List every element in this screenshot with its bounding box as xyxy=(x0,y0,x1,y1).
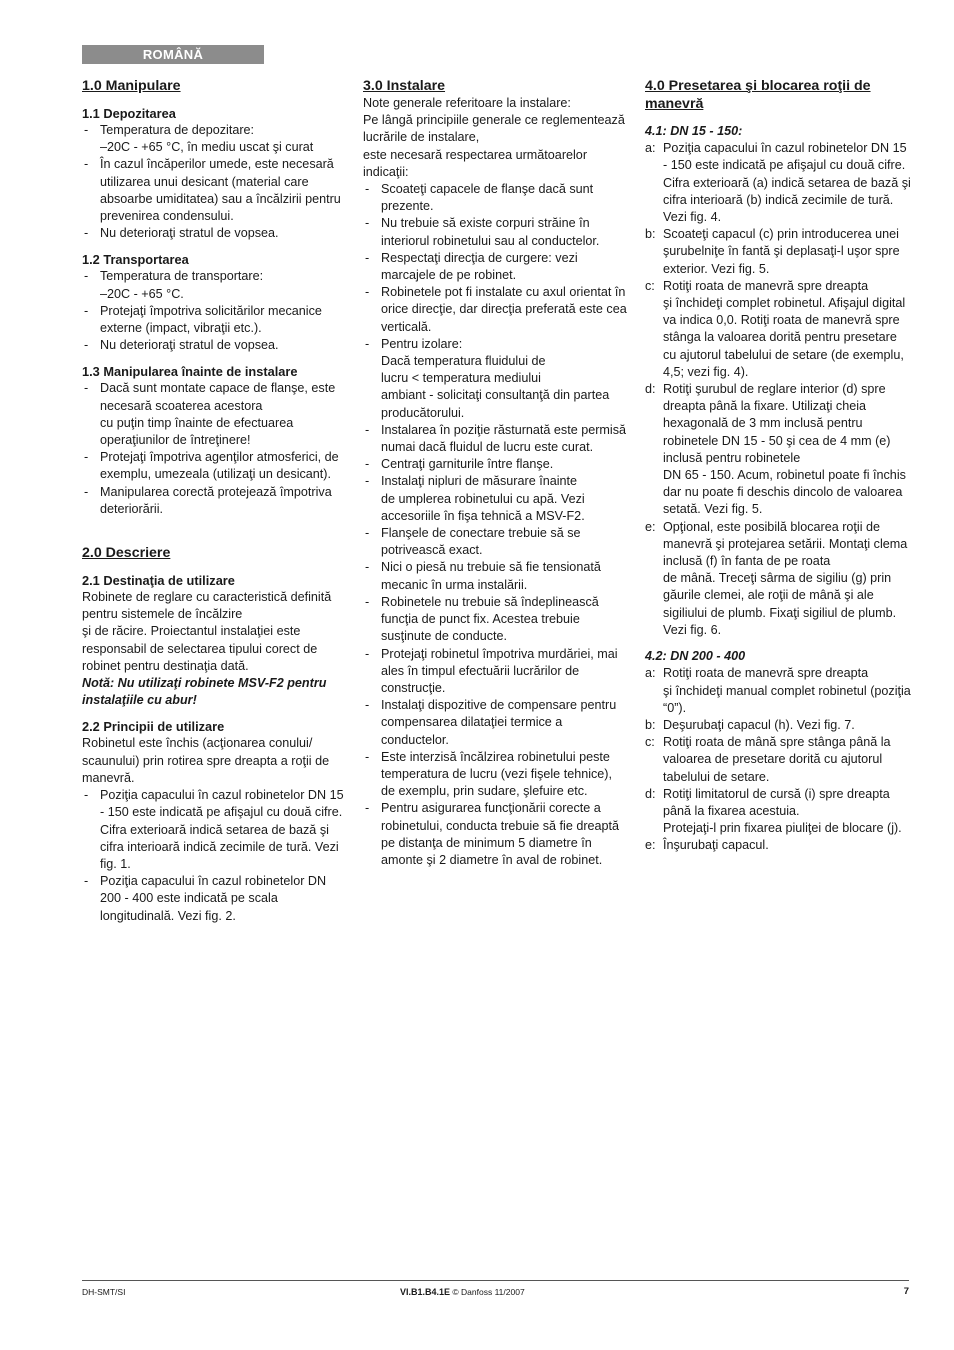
step-text: Rotiţi şurubul de reglare interior (d) spre dreapta până la fixare. Utilizaţi cheia hexagonală de 3 mm inclusă pentru robinetele DN 15 - 50 şi cea de 4 mm (e) inclusă pentru robinetele DN 65 - 150. Acum, robinetul poate fi închis dar nu poate fi deschis dincolo de valoarea setată. Vezi fig. 5. xyxy=(663,382,906,517)
list-item: - Instalaţi nipluri de măsurare înainte de umplerea robinetului cu apă. Vezi accesoriile în fişa tehnică a MSV-F2. xyxy=(363,473,629,525)
list-item: - Instalaţi dispozitive de compensare pentru compensarea dilataţiei termice a conductelor. xyxy=(363,697,629,749)
column-3 xyxy=(645,77,911,855)
list-item: - Poziţia capacului în cazul robinetelor DN 200 - 400 este indicată pe scala longitudinală. Vezi fig. 2. xyxy=(82,873,348,925)
list-item: - Nu deterioraţi stratul de vopsea. xyxy=(82,225,348,242)
step-text: Înşurubaţi capacul. xyxy=(663,838,769,853)
step-marker: a: xyxy=(645,666,656,681)
step-text: Deşurubaţi capacul (h). Vezi fig. 7. xyxy=(663,717,855,732)
step-item xyxy=(645,665,911,717)
step-text: Rotiţi limitatorul de cursă (i) spre dreapta până la fixarea acestuia. Protejaţi-l prin fixarea piuliţei de blocare (j). xyxy=(663,786,902,836)
principles-text: Robinetul este închis (acţionarea conului/ scaunului) prin rotirea spre dreapta a roţii de manevră. xyxy=(82,736,330,785)
dn15-150-steps xyxy=(645,140,911,639)
section-title-handling: 1.0 Manipulare xyxy=(82,78,181,94)
subsection-title-dn200-400: 4.2: DN 200 - 400 xyxy=(645,649,746,664)
step-item xyxy=(645,837,911,854)
column-2 xyxy=(363,77,629,869)
dn200-400-steps xyxy=(645,665,911,854)
list-item: - Nici o piesă nu trebuie să fie tensionată mecanic în urma instalării. xyxy=(363,559,629,593)
list-item: - Nu trebuie să existe corpuri străine în interiorul robinetului sau al conductelor. xyxy=(363,215,629,249)
footer-department: DH-SMT/SI xyxy=(82,1287,126,1297)
step-item xyxy=(645,519,911,639)
subsection-title-storage: 1.1 Depozitarea xyxy=(82,106,176,121)
list-item: - Nu deterioraţi stratul de vopsea. xyxy=(82,337,348,354)
list-item: - Respectaţi direcţia de curgere: vezi marcajele de pe robinet. xyxy=(363,250,629,284)
step-text: Rotiţi roata de mână spre stânga până la valoarea de presetare dorită cu ajutorul tabelului de setare. xyxy=(663,735,891,784)
step-marker: d: xyxy=(645,786,656,801)
subsection-title-intended-use: 2.1 Destinaţia de utilizare xyxy=(82,573,235,589)
list-item: - Pentru asigurarea funcţionării corecte a robinetului, conducta trebuie să fie dreaptă pe distanţa de minimum 5 diametre în amonte şi 2 diametre în aval de robinet. xyxy=(363,800,629,869)
list-item: - Este interzisă încălzirea robinetului peste temperatura de lucru (vezi fişele tehnice), de exemplu, prin sudare, şlefuire etc. xyxy=(363,749,629,801)
step-marker: e: xyxy=(645,838,656,853)
column-1 xyxy=(82,77,348,925)
copyright: © Danfoss 11/2007 xyxy=(452,1287,525,1297)
storage-list xyxy=(82,122,348,242)
step-text: Rotiţi roata de manevră spre dreapta şi închideţi complet robinetul. Afişajul digital va indica 0,0. Rotiţi roata de manevră spre stânga la valoarea dorită pentru presetare cu ajutorul tabelului de setare (de exemplu, 4,5; vezi fig. 4). xyxy=(663,278,906,379)
list-item: - Robinetele pot fi instalate cu axul orientat în orice direcţie, dar direcţia preferată este cea verticală. xyxy=(363,284,629,336)
step-item xyxy=(645,226,911,278)
step-marker: a: xyxy=(645,141,656,156)
list-item: - Robinetele nu trebuie să îndeplinească funcţia de punct fix. Acestea trebuie susţinute de conducte. xyxy=(363,594,629,646)
list-item: - Flanşele de conectare trebuie să se potrivească exact. xyxy=(363,525,629,559)
subsection-title-pre-install: 1.3 Manipularea înainte de instalare xyxy=(82,364,298,380)
step-marker: b: xyxy=(645,717,656,732)
step-marker: d: xyxy=(645,382,656,397)
document-code: VI.B1.B4.1E xyxy=(400,1287,451,1297)
step-text: Rotiţi roata de manevră spre dreapta şi închideţi manual complet robinetul (poziţia “0”). xyxy=(663,666,911,715)
list-item: - Pentru izolare: Dacă temperatura fluidului de lucru < temperatura mediului ambiant - solicitaţi consultanţă din partea producătorului. xyxy=(363,336,629,422)
section-title-installation: 3.0 Instalare xyxy=(363,78,446,94)
list-item: - Poziţia capacului în cazul robinetelor DN 15 - 150 este indicată pe afişajul cu două cifre. Cifra exterioară indică setarea de bază şi cifra interioară indică zecimile de tură. Vezi fig. 1. xyxy=(82,787,348,873)
step-item xyxy=(645,278,911,381)
principles-list xyxy=(82,787,348,925)
step-marker: e: xyxy=(645,519,656,534)
list-item: - În cazul încăperilor umede, este necesară utilizarea unui desicant (material care absoarbe umiditatea) sau a încălzirii pentru prevenirea condensului. xyxy=(82,156,348,225)
step-text: Scoateţi capacul (c) prin introducerea unei şurubelniţe în fantă şi deplasaţi-l uşor spre exterior. Vezi fig. 5. xyxy=(663,227,900,276)
list-item: - Dacă sunt montate capace de flanşe, este necesară scoaterea acestora cu puţin timp înainte de efectuarea operaţiunilor de întreţinere! xyxy=(82,380,348,449)
list-item: - Temperatura de transportare: –20C - +65 °C. xyxy=(82,268,348,302)
installation-intro: Note generale referitoare la instalare: Pe lângă principiile generale ce reglementează lucrările de instalare, este necesară respectarea următoarelor indicaţii: xyxy=(363,96,625,179)
step-item xyxy=(645,734,911,786)
pre-install-list xyxy=(82,380,348,518)
page-number: 7 xyxy=(903,1286,909,1297)
list-item: - Protejaţi împotriva agenţilor atmosferici, de exemplu, umezeala (utilizaţi un desicant). xyxy=(82,449,348,483)
step-text: Opţional, este posibilă blocarea roţii de manevră şi protejarea setării. Montaţi clema inclusă (f) în fanta de pe roata de mână. Treceţi sârma de sigiliu (g) prin găurile clemei, ale roţii de mână şi ale sigiliului de plumb. Fixaţi sigiliul de plumb. Vezi fig. 6. xyxy=(663,519,908,637)
step-marker: c: xyxy=(645,278,655,293)
step-item xyxy=(645,140,911,226)
list-item: - Protejaţi robinetul împotriva murdăriei, mai ales în timpul efectuării lucrărilor de construcţie. xyxy=(363,646,629,698)
step-marker: c: xyxy=(645,735,655,750)
list-item: - Instalarea în poziţie răsturnată este permisă numai dacă fluidul de lucru este curat. xyxy=(363,422,629,456)
step-text: Poziţia capacului în cazul robinetelor DN 15 - 150 este indicată pe afişajul cu două cifre. Cifra exterioară (a) indică setarea de bază şi cifra interioară (b) indică zecimile de tură. Vezi fig. 4. xyxy=(663,141,911,225)
list-item: - Protejaţi împotriva solicitărilor mecanice externe (impact, vibraţii etc.). xyxy=(82,303,348,337)
step-item xyxy=(645,717,911,734)
step-item xyxy=(645,786,911,838)
steam-warning-note: Notă: Nu utilizaţi robinete MSV-F2 pentru instalaţiile cu abur! xyxy=(82,676,327,708)
intended-use-text: Robinete de reglare cu caracteristică definită pentru sistemele de încălzire şi de răcire. Proiectantul instalaţiei este responsabil de selectarea tipului corect de robinet pentru destinaţia dată. xyxy=(82,590,332,673)
transport-list xyxy=(82,268,348,354)
footer-document-code xyxy=(400,1286,525,1298)
list-item: - Temperatura de depozitare: –20C - +65 °C, în mediu uscat şi curat xyxy=(82,122,348,156)
step-marker: b: xyxy=(645,227,656,242)
subsection-title-dn15-150: 4.1: DN 15 - 150: xyxy=(645,124,743,138)
subsection-title-principles: 2.2 Principii de utilizare xyxy=(82,719,225,735)
list-item: - Manipularea corectă protejează împotriva deteriorării. xyxy=(82,484,348,518)
footer-divider xyxy=(82,1280,909,1281)
list-item: - Centraţi garniturile între flanşe. xyxy=(363,456,629,473)
step-item xyxy=(645,381,911,519)
subsection-title-transport: 1.2 Transportarea xyxy=(82,252,189,268)
list-item: - Scoateţi capacele de flanşe dacă sunt prezente. xyxy=(363,181,629,215)
installation-list xyxy=(363,181,629,869)
section-title-presetting: 4.0 Presetarea şi blocarea roţii de manevră xyxy=(645,78,871,112)
section-title-description: 2.0 Descriere xyxy=(82,545,171,562)
language-label: ROMÂNĂ xyxy=(82,45,264,64)
